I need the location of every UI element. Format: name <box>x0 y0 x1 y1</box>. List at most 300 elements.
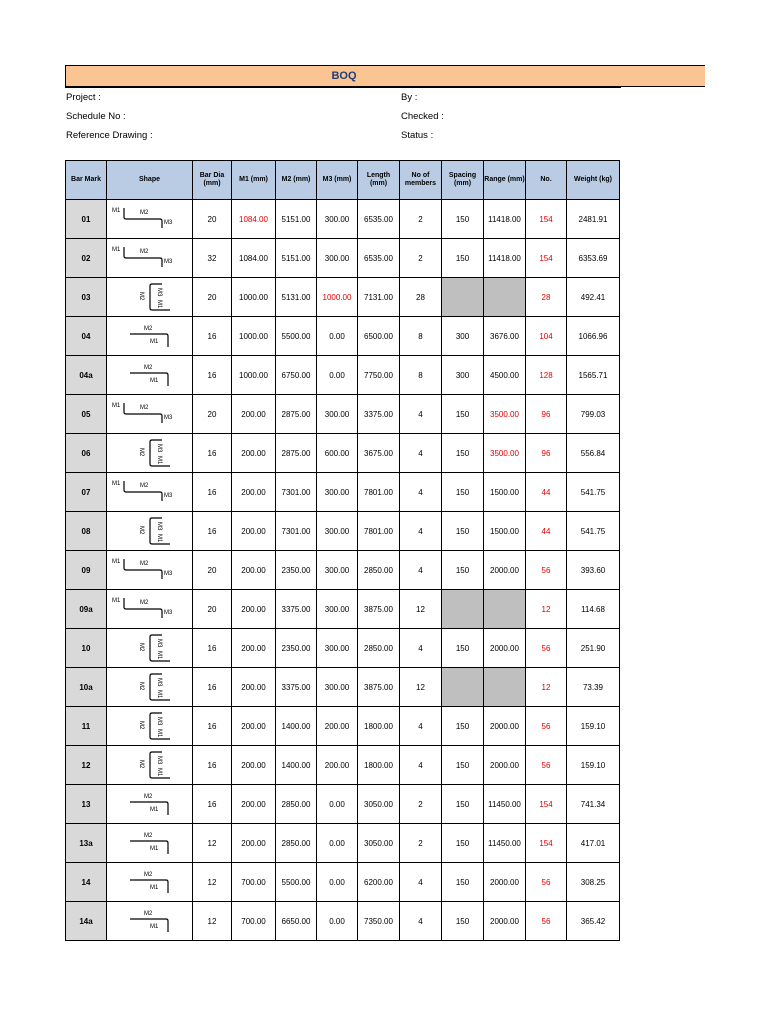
length-cell: 1800.00 <box>358 707 400 746</box>
m3-cell: 200.00 <box>317 707 358 746</box>
svg-text:M1: M1 <box>155 456 162 465</box>
shape-cell <box>107 317 193 356</box>
shape-cell <box>107 356 193 395</box>
shape-cell <box>107 707 193 746</box>
svg-text:M1: M1 <box>149 339 158 345</box>
no-cell: 96 <box>526 434 567 473</box>
svg-text:M2: M2 <box>139 600 148 606</box>
svg-text:M1: M1 <box>111 559 120 565</box>
weight-cell: 159.10 <box>567 707 620 746</box>
svg-text:M1: M1 <box>155 651 162 660</box>
range-cell <box>484 668 526 707</box>
table-row <box>66 473 620 512</box>
m3-cell: 0.00 <box>317 785 358 824</box>
no-cell: 56 <box>526 551 567 590</box>
weight-cell: 1565.71 <box>567 356 620 395</box>
svg-text:M1: M1 <box>155 300 162 309</box>
shape-cell <box>107 668 193 707</box>
no-cell: 104 <box>526 317 567 356</box>
no-cell: 44 <box>526 512 567 551</box>
m3-cell: 300.00 <box>317 551 358 590</box>
m1-cell: 1084.00 <box>232 200 276 239</box>
no-of-members-cell: 2 <box>400 785 442 824</box>
m3-cell: 600.00 <box>317 434 358 473</box>
svg-text:M1: M1 <box>111 247 120 253</box>
svg-text:M2: M2 <box>137 292 144 301</box>
svg-text:M1: M1 <box>155 768 162 777</box>
m3-cell: 0.00 <box>317 902 358 941</box>
range-cell <box>484 278 526 317</box>
bar-dia-cell: 16 <box>193 473 232 512</box>
weight-cell: 6353.69 <box>567 239 620 278</box>
spacing-cell: 150 <box>442 629 484 668</box>
weight-cell: 541.75 <box>567 473 620 512</box>
bar-mark-cell: 14 <box>66 863 107 902</box>
weight-cell: 799.03 <box>567 395 620 434</box>
svg-text:M3: M3 <box>163 259 172 265</box>
svg-text:M2: M2 <box>137 448 144 457</box>
weight-cell: 1066.96 <box>567 317 620 356</box>
bar-dia-cell: 16 <box>193 356 232 395</box>
column-header-m3: M3 (mm) <box>317 161 358 200</box>
bar-shape-u-hook-icon <box>110 592 190 626</box>
table-row <box>66 629 620 668</box>
spacing-cell: 150 <box>442 551 484 590</box>
range-cell: 3676.00 <box>484 317 526 356</box>
m3-cell: 300.00 <box>317 668 358 707</box>
table-row <box>66 902 620 941</box>
table-row <box>66 707 620 746</box>
m2-cell: 7301.00 <box>276 512 317 551</box>
spacing-cell: 300 <box>442 356 484 395</box>
table-row <box>66 824 620 863</box>
length-cell: 3675.00 <box>358 434 400 473</box>
m3-cell: 300.00 <box>317 512 358 551</box>
m2-cell: 1400.00 <box>276 707 317 746</box>
m2-cell: 2850.00 <box>276 824 317 863</box>
shape-cell <box>107 746 193 785</box>
m2-cell: 1400.00 <box>276 746 317 785</box>
range-cell: 11418.00 <box>484 200 526 239</box>
svg-text:M2: M2 <box>137 721 144 730</box>
no-of-members-cell: 4 <box>400 434 442 473</box>
svg-text:M2: M2 <box>143 326 152 332</box>
table-row <box>66 746 620 785</box>
svg-text:M1: M1 <box>111 403 120 409</box>
length-cell: 6535.00 <box>358 200 400 239</box>
no-of-members-cell: 4 <box>400 863 442 902</box>
length-cell: 2850.00 <box>358 629 400 668</box>
no-of-members-cell: 4 <box>400 551 442 590</box>
checked-label: Checked : <box>401 111 444 122</box>
bar-shape-l-bar-icon <box>110 358 190 392</box>
no-cell: 28 <box>526 278 567 317</box>
bar-dia-cell: 20 <box>193 278 232 317</box>
bar-mark-cell: 14a <box>66 902 107 941</box>
length-cell: 7801.00 <box>358 473 400 512</box>
weight-cell: 417.01 <box>567 824 620 863</box>
bar-mark-cell: 05 <box>66 395 107 434</box>
svg-text:M2: M2 <box>137 643 144 652</box>
shape-cell <box>107 395 193 434</box>
shape-cell <box>107 512 193 551</box>
no-of-members-cell: 28 <box>400 278 442 317</box>
bar-mark-cell: 07 <box>66 473 107 512</box>
column-header-weight: Weight (kg) <box>567 161 620 200</box>
m2-cell: 6750.00 <box>276 356 317 395</box>
bar-shape-vertical-icon <box>110 631 190 665</box>
m2-cell: 2350.00 <box>276 629 317 668</box>
bar-mark-cell: 03 <box>66 278 107 317</box>
bar-mark-cell: 02 <box>66 239 107 278</box>
range-cell: 2000.00 <box>484 863 526 902</box>
spacing-cell: 150 <box>442 512 484 551</box>
no-cell: 154 <box>526 200 567 239</box>
length-cell: 7801.00 <box>358 512 400 551</box>
spacing-cell: 150 <box>442 473 484 512</box>
no-cell: 56 <box>526 863 567 902</box>
svg-text:M1: M1 <box>149 807 158 813</box>
table-body <box>66 200 620 941</box>
table-row <box>66 317 620 356</box>
length-cell: 3050.00 <box>358 785 400 824</box>
bar-dia-cell: 12 <box>193 902 232 941</box>
bar-dia-cell: 32 <box>193 239 232 278</box>
m2-cell: 5500.00 <box>276 317 317 356</box>
no-cell: 128 <box>526 356 567 395</box>
table-row <box>66 278 620 317</box>
column-header-no: No. <box>526 161 567 200</box>
bar-dia-cell: 20 <box>193 200 232 239</box>
weight-cell: 492.41 <box>567 278 620 317</box>
m1-cell: 200.00 <box>232 551 276 590</box>
svg-text:M1: M1 <box>149 885 158 891</box>
weight-cell: 2481.91 <box>567 200 620 239</box>
table-row <box>66 551 620 590</box>
m1-cell: 700.00 <box>232 863 276 902</box>
svg-text:M2: M2 <box>143 365 152 371</box>
column-header-bar-dia: Bar Dia (mm) <box>193 161 232 200</box>
bar-mark-cell: 10 <box>66 629 107 668</box>
m2-cell: 3375.00 <box>276 590 317 629</box>
bar-dia-cell: 12 <box>193 824 232 863</box>
no-cell: 56 <box>526 902 567 941</box>
no-cell: 154 <box>526 785 567 824</box>
svg-text:M3: M3 <box>163 571 172 577</box>
svg-text:M1: M1 <box>111 598 120 604</box>
shape-cell <box>107 785 193 824</box>
svg-text:M1: M1 <box>155 729 162 738</box>
bar-shape-vertical-icon <box>110 748 190 782</box>
weight-cell: 541.75 <box>567 512 620 551</box>
bar-dia-cell: 16 <box>193 512 232 551</box>
table-row <box>66 668 620 707</box>
svg-text:M2: M2 <box>139 405 148 411</box>
column-header-bar-mark: Bar Mark <box>66 161 107 200</box>
svg-text:M2: M2 <box>139 249 148 255</box>
m3-cell: 200.00 <box>317 746 358 785</box>
spacing-cell <box>442 590 484 629</box>
no-cell: 56 <box>526 629 567 668</box>
m2-cell: 2850.00 <box>276 785 317 824</box>
m3-cell: 0.00 <box>317 863 358 902</box>
svg-text:M2: M2 <box>143 872 152 878</box>
m2-cell: 5151.00 <box>276 200 317 239</box>
range-cell: 11450.00 <box>484 785 526 824</box>
shape-cell <box>107 863 193 902</box>
bar-mark-cell: 08 <box>66 512 107 551</box>
title-divider <box>65 87 621 88</box>
svg-text:M2: M2 <box>143 794 152 800</box>
svg-text:M3: M3 <box>155 678 162 687</box>
range-cell: 1500.00 <box>484 512 526 551</box>
svg-text:M3: M3 <box>163 610 172 616</box>
bar-shape-l-bar-icon <box>110 904 190 938</box>
length-cell: 3875.00 <box>358 668 400 707</box>
no-cell: 12 <box>526 590 567 629</box>
title-bar <box>65 65 705 87</box>
shape-cell <box>107 902 193 941</box>
no-cell: 56 <box>526 707 567 746</box>
shape-cell <box>107 434 193 473</box>
table-row <box>66 356 620 395</box>
shape-cell <box>107 629 193 668</box>
bar-mark-cell: 04a <box>66 356 107 395</box>
shape-cell <box>107 278 193 317</box>
m3-cell: 300.00 <box>317 590 358 629</box>
length-cell: 6535.00 <box>358 239 400 278</box>
column-header-m2: M2 (mm) <box>276 161 317 200</box>
svg-text:M2: M2 <box>137 760 144 769</box>
shape-cell <box>107 551 193 590</box>
m1-cell: 1000.00 <box>232 356 276 395</box>
no-cell: 12 <box>526 668 567 707</box>
m1-cell: 1000.00 <box>232 278 276 317</box>
spacing-cell: 150 <box>442 434 484 473</box>
no-of-members-cell: 4 <box>400 746 442 785</box>
m3-cell: 300.00 <box>317 473 358 512</box>
page-title: BOQ <box>331 70 357 82</box>
spacing-cell: 150 <box>442 200 484 239</box>
no-cell: 96 <box>526 395 567 434</box>
no-cell: 154 <box>526 239 567 278</box>
svg-text:M2: M2 <box>137 526 144 535</box>
bar-mark-cell: 12 <box>66 746 107 785</box>
column-header-length: Length (mm) <box>358 161 400 200</box>
m1-cell: 1084.00 <box>232 239 276 278</box>
m3-cell: 300.00 <box>317 395 358 434</box>
svg-text:M3: M3 <box>155 756 162 765</box>
bar-mark-cell: 06 <box>66 434 107 473</box>
column-header-spacing: Spacing (mm) <box>442 161 484 200</box>
weight-cell: 556.84 <box>567 434 620 473</box>
range-cell: 4500.00 <box>484 356 526 395</box>
svg-text:M3: M3 <box>155 288 162 297</box>
length-cell: 7350.00 <box>358 902 400 941</box>
no-of-members-cell: 8 <box>400 356 442 395</box>
m2-cell: 2350.00 <box>276 551 317 590</box>
m3-cell: 1000.00 <box>317 278 358 317</box>
no-cell: 56 <box>526 746 567 785</box>
svg-text:M1: M1 <box>155 690 162 699</box>
svg-text:M3: M3 <box>163 415 172 421</box>
bar-shape-l-bar-icon <box>110 319 190 353</box>
m2-cell: 2875.00 <box>276 434 317 473</box>
weight-cell: 308.25 <box>567 863 620 902</box>
bar-mark-cell: 13 <box>66 785 107 824</box>
bar-mark-cell: 09 <box>66 551 107 590</box>
spacing-cell: 150 <box>442 902 484 941</box>
m1-cell: 200.00 <box>232 434 276 473</box>
bar-shape-u-hook-icon <box>110 397 190 431</box>
bar-shape-vertical-icon <box>110 436 190 470</box>
table-header-row <box>66 161 620 200</box>
bar-shape-vertical-icon <box>110 670 190 704</box>
weight-cell: 73.39 <box>567 668 620 707</box>
bar-mark-cell: 04 <box>66 317 107 356</box>
range-cell: 11418.00 <box>484 239 526 278</box>
range-cell: 2000.00 <box>484 902 526 941</box>
no-of-members-cell: 4 <box>400 512 442 551</box>
column-header-shape: Shape <box>107 161 193 200</box>
table-row <box>66 200 620 239</box>
range-cell <box>484 590 526 629</box>
table-row <box>66 512 620 551</box>
range-cell: 3500.00 <box>484 395 526 434</box>
no-of-members-cell: 4 <box>400 902 442 941</box>
m1-cell: 200.00 <box>232 707 276 746</box>
shape-cell <box>107 473 193 512</box>
svg-text:M2: M2 <box>143 911 152 917</box>
weight-cell: 741.34 <box>567 785 620 824</box>
length-cell: 7131.00 <box>358 278 400 317</box>
m1-cell: 700.00 <box>232 902 276 941</box>
length-cell: 3375.00 <box>358 395 400 434</box>
bar-shape-l-bar-icon <box>110 826 190 860</box>
length-cell: 6500.00 <box>358 317 400 356</box>
length-cell: 1800.00 <box>358 746 400 785</box>
m3-cell: 0.00 <box>317 317 358 356</box>
bar-shape-l-bar-icon <box>110 865 190 899</box>
m2-cell: 3375.00 <box>276 668 317 707</box>
m1-cell: 200.00 <box>232 590 276 629</box>
bar-dia-cell: 16 <box>193 746 232 785</box>
m3-cell: 0.00 <box>317 356 358 395</box>
by-label: By : <box>401 92 418 103</box>
weight-cell: 159.10 <box>567 746 620 785</box>
m2-cell: 5151.00 <box>276 239 317 278</box>
bar-shape-vertical-icon <box>110 280 190 314</box>
length-cell: 3875.00 <box>358 590 400 629</box>
no-of-members-cell: 4 <box>400 707 442 746</box>
column-header-no-of-members: No of members <box>400 161 442 200</box>
no-of-members-cell: 8 <box>400 317 442 356</box>
spacing-cell: 150 <box>442 824 484 863</box>
m3-cell: 300.00 <box>317 629 358 668</box>
weight-cell: 393.60 <box>567 551 620 590</box>
bar-shape-u-hook-icon <box>110 553 190 587</box>
bar-shape-u-hook-icon <box>110 475 190 509</box>
svg-text:M1: M1 <box>149 924 158 930</box>
bar-mark-cell: 11 <box>66 707 107 746</box>
bar-dia-cell: 12 <box>193 863 232 902</box>
boq-table <box>65 160 620 941</box>
spacing-cell: 150 <box>442 395 484 434</box>
spacing-cell: 150 <box>442 707 484 746</box>
svg-text:M2: M2 <box>139 210 148 216</box>
shape-cell <box>107 200 193 239</box>
weight-cell: 365.42 <box>567 902 620 941</box>
m1-cell: 200.00 <box>232 395 276 434</box>
status-label: Status : <box>401 130 434 141</box>
weight-cell: 251.90 <box>567 629 620 668</box>
column-header-m1: M1 (mm) <box>232 161 276 200</box>
m1-cell: 200.00 <box>232 746 276 785</box>
m1-cell: 200.00 <box>232 824 276 863</box>
no-of-members-cell: 4 <box>400 395 442 434</box>
bar-shape-u-hook-icon <box>110 241 190 275</box>
bar-shape-u-hook-icon <box>110 202 190 236</box>
table-row <box>66 395 620 434</box>
svg-text:M2: M2 <box>139 561 148 567</box>
spacing-cell: 150 <box>442 863 484 902</box>
range-cell: 2000.00 <box>484 551 526 590</box>
svg-text:M3: M3 <box>163 220 172 226</box>
spacing-cell: 300 <box>442 317 484 356</box>
bar-mark-cell: 10a <box>66 668 107 707</box>
spacing-cell: 150 <box>442 746 484 785</box>
svg-text:M1: M1 <box>149 378 158 384</box>
bar-mark-cell: 13a <box>66 824 107 863</box>
range-cell: 2000.00 <box>484 746 526 785</box>
bar-dia-cell: 16 <box>193 668 232 707</box>
bar-shape-l-bar-icon <box>110 787 190 821</box>
bar-dia-cell: 16 <box>193 785 232 824</box>
bar-shape-vertical-icon <box>110 514 190 548</box>
m2-cell: 6650.00 <box>276 902 317 941</box>
range-cell: 1500.00 <box>484 473 526 512</box>
m1-cell: 1000.00 <box>232 317 276 356</box>
m1-cell: 200.00 <box>232 668 276 707</box>
bar-dia-cell: 20 <box>193 590 232 629</box>
no-cell: 154 <box>526 824 567 863</box>
no-of-members-cell: 2 <box>400 824 442 863</box>
svg-text:M3: M3 <box>155 444 162 453</box>
table-row <box>66 239 620 278</box>
table-row <box>66 785 620 824</box>
range-cell: 11450.00 <box>484 824 526 863</box>
range-cell: 2000.00 <box>484 629 526 668</box>
table-row <box>66 434 620 473</box>
reference-drawing-label: Reference Drawing : <box>66 130 153 141</box>
shape-cell <box>107 590 193 629</box>
length-cell: 7750.00 <box>358 356 400 395</box>
spacing-cell <box>442 668 484 707</box>
shape-cell <box>107 239 193 278</box>
weight-cell: 114.68 <box>567 590 620 629</box>
m3-cell: 0.00 <box>317 824 358 863</box>
length-cell: 6200.00 <box>358 863 400 902</box>
bar-shape-vertical-icon <box>110 709 190 743</box>
range-cell: 2000.00 <box>484 707 526 746</box>
svg-text:M2: M2 <box>143 833 152 839</box>
m3-cell: 300.00 <box>317 239 358 278</box>
spacing-cell: 150 <box>442 239 484 278</box>
no-of-members-cell: 2 <box>400 200 442 239</box>
bar-dia-cell: 16 <box>193 317 232 356</box>
no-of-members-cell: 4 <box>400 473 442 512</box>
column-header-range: Range (mm) <box>484 161 526 200</box>
